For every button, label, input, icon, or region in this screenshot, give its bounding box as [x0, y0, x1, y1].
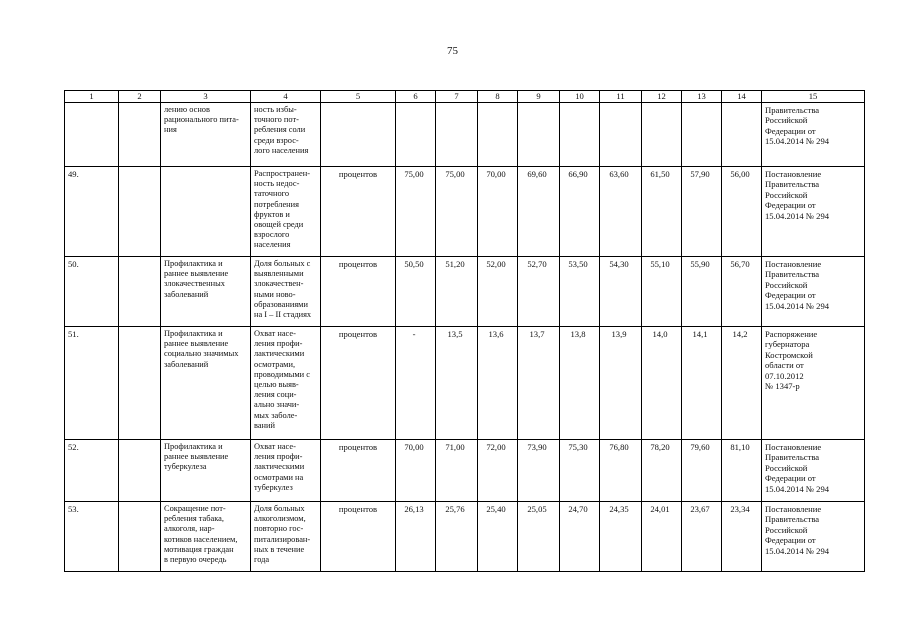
- value-col-6: 70,00: [396, 440, 436, 502]
- row-number: 52.: [65, 440, 119, 502]
- value-col-7: 71,00: [436, 440, 478, 502]
- unit: процентов: [321, 440, 396, 502]
- unit: процентов: [321, 167, 396, 257]
- unit: процентов: [321, 502, 396, 572]
- value-col-7: [436, 103, 478, 167]
- value-col-11: 24,35: [600, 502, 642, 572]
- cell-empty: [119, 327, 161, 440]
- row-number: 50.: [65, 257, 119, 327]
- value-col-13: 14,1: [682, 327, 722, 440]
- measure-name: Профилактика и раннее выявление злокачественных заболеваний: [161, 257, 251, 327]
- value-col-12: 14,0: [642, 327, 682, 440]
- value-col-9: 69,60: [518, 167, 560, 257]
- value-col-7: 13,5: [436, 327, 478, 440]
- value-col-13: [682, 103, 722, 167]
- value-col-10: 53,50: [560, 257, 600, 327]
- page-number: 75: [447, 45, 458, 57]
- value-col-14: 81,10: [722, 440, 762, 502]
- value-col-14: 14,2: [722, 327, 762, 440]
- value-col-12: 61,50: [642, 167, 682, 257]
- column-number: 5: [321, 91, 396, 103]
- measure-name: Профилактика и раннее выявление социально значимых заболеваний: [161, 327, 251, 440]
- legal-basis: Постановление Правительства Российской Федерации от 15.04.2014 № 294: [762, 440, 865, 502]
- column-number-row: [65, 91, 865, 103]
- value-col-12: [642, 103, 682, 167]
- value-col-11: 54,30: [600, 257, 642, 327]
- cell-empty: [119, 167, 161, 257]
- measure-name: лению основ рационального пита- ния: [161, 103, 251, 167]
- indicator-name: Охват насе- ления профи- лактическими осмотрами, проводимыми с целью выяв- ления соци- ально значи- мых заболе- ваний: [251, 327, 321, 440]
- value-col-14: 23,34: [722, 502, 762, 572]
- value-col-10: [560, 103, 600, 167]
- value-col-13: 57,90: [682, 167, 722, 257]
- legal-basis: Правительства Российской Федерации от 15.04.2014 № 294: [762, 103, 865, 167]
- indicator-name: Охват насе- ления профи- лактическими осмотрами на туберкулез: [251, 440, 321, 502]
- legal-basis: Распоряжение губернатора Костромской области от 07.10.2012 № 1347-р: [762, 327, 865, 440]
- cell-empty: [119, 440, 161, 502]
- value-col-10: 24,70: [560, 502, 600, 572]
- column-number: 14: [722, 91, 762, 103]
- value-col-8: 52,00: [478, 257, 518, 327]
- value-col-6: 50,50: [396, 257, 436, 327]
- value-col-14: [722, 103, 762, 167]
- legal-basis: Постановление Правительства Российской Федерации от 15.04.2014 № 294: [762, 167, 865, 257]
- column-number: 10: [560, 91, 600, 103]
- value-col-9: 52,70: [518, 257, 560, 327]
- value-col-6: 75,00: [396, 167, 436, 257]
- column-number: 8: [478, 91, 518, 103]
- column-number: 4: [251, 91, 321, 103]
- value-col-11: [600, 103, 642, 167]
- column-number: 12: [642, 91, 682, 103]
- cell-empty: [119, 103, 161, 167]
- value-col-10: 75,30: [560, 440, 600, 502]
- row-number: 49.: [65, 167, 119, 257]
- cell-empty: [119, 257, 161, 327]
- value-col-11: 63,60: [600, 167, 642, 257]
- value-col-9: 13,7: [518, 327, 560, 440]
- column-number: 13: [682, 91, 722, 103]
- value-col-8: 13,6: [478, 327, 518, 440]
- value-col-6: [396, 103, 436, 167]
- value-col-12: 55,10: [642, 257, 682, 327]
- cell-empty: [119, 502, 161, 572]
- column-number: 1: [65, 91, 119, 103]
- value-col-9: 25,05: [518, 502, 560, 572]
- measure-name: [161, 167, 251, 257]
- value-col-8: 25,40: [478, 502, 518, 572]
- column-number: 9: [518, 91, 560, 103]
- column-number: 11: [600, 91, 642, 103]
- table-row: [65, 167, 865, 257]
- measure-name: Профилактика и раннее выявление туберкулеза: [161, 440, 251, 502]
- legal-basis: Постановление Правительства Российской Федерации от 15.04.2014 № 294: [762, 257, 865, 327]
- unit: процентов: [321, 257, 396, 327]
- value-col-14: 56,00: [722, 167, 762, 257]
- indicator-name: Доля больных алкоголизмом, повторно гос- питализирован- ных в течение года: [251, 502, 321, 572]
- value-col-12: 78,20: [642, 440, 682, 502]
- table-row: [65, 502, 865, 572]
- value-col-11: 13,9: [600, 327, 642, 440]
- row-number: [65, 103, 119, 167]
- unit: процентов: [321, 327, 396, 440]
- value-col-13: 23,67: [682, 502, 722, 572]
- value-col-9: [518, 103, 560, 167]
- indicator-name: Доля больных с выявленными злокачествен- ными ново- образованиями на I – II стадиях: [251, 257, 321, 327]
- column-number: 7: [436, 91, 478, 103]
- table-row: [65, 103, 865, 167]
- indicator-name: ность избы- точного пот- ребления соли среди взрос- лого населения: [251, 103, 321, 167]
- value-col-6: 26,13: [396, 502, 436, 572]
- value-col-14: 56,70: [722, 257, 762, 327]
- table-row: [65, 327, 865, 440]
- value-col-7: 25,76: [436, 502, 478, 572]
- value-col-7: 51,20: [436, 257, 478, 327]
- row-number: 53.: [65, 502, 119, 572]
- value-col-11: 76,80: [600, 440, 642, 502]
- table-row: [65, 257, 865, 327]
- value-col-8: 70,00: [478, 167, 518, 257]
- indicator-table: [64, 90, 865, 572]
- value-col-8: [478, 103, 518, 167]
- column-number: 6: [396, 91, 436, 103]
- indicator-name: Распространен- ность недос- таточного потребления фруктов и овощей среди взрослого населения: [251, 167, 321, 257]
- value-col-6: -: [396, 327, 436, 440]
- value-col-9: 73,90: [518, 440, 560, 502]
- value-col-8: 72,00: [478, 440, 518, 502]
- legal-basis: Постановление Правительства Российской Федерации от 15.04.2014 № 294: [762, 502, 865, 572]
- column-number: 15: [762, 91, 865, 103]
- column-number: 2: [119, 91, 161, 103]
- table-row: [65, 440, 865, 502]
- measure-name: Сокращение пот- ребления табака, алкоголя, нар- котиков населением, мотивация граждан в первую очередь: [161, 502, 251, 572]
- unit: [321, 103, 396, 167]
- column-number: 3: [161, 91, 251, 103]
- value-col-13: 55,90: [682, 257, 722, 327]
- value-col-7: 75,00: [436, 167, 478, 257]
- value-col-10: 13,8: [560, 327, 600, 440]
- row-number: 51.: [65, 327, 119, 440]
- value-col-10: 66,90: [560, 167, 600, 257]
- value-col-13: 79,60: [682, 440, 722, 502]
- value-col-12: 24,01: [642, 502, 682, 572]
